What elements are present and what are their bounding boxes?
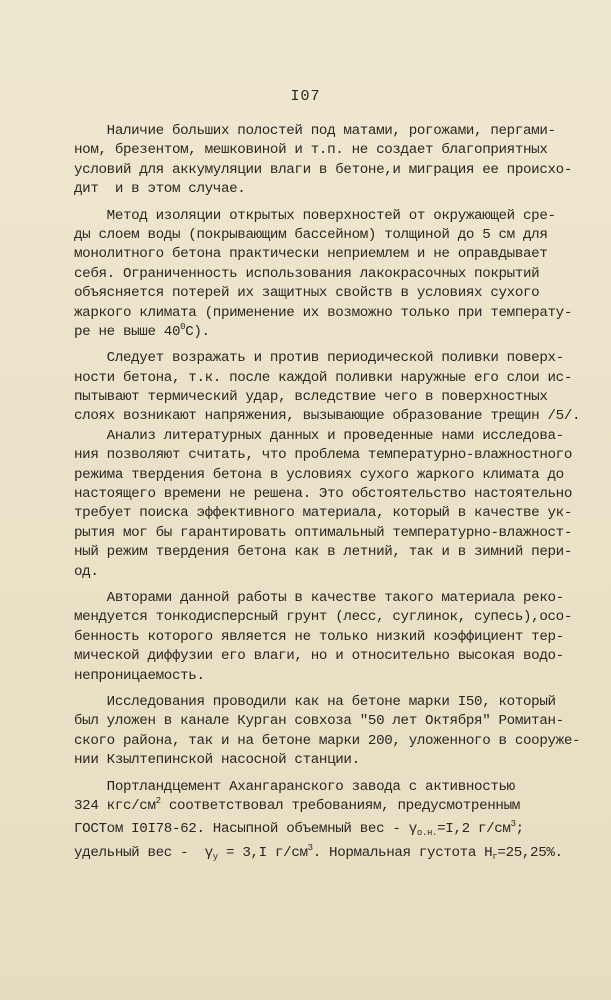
degree-superscript: 0 [180, 321, 186, 332]
text-line: режима твердения бетона в условиях сухого жаркого климата до [74, 466, 564, 483]
cube-superscript: 3 [307, 842, 313, 853]
text-line: ского района, так и на бетоне марки 200, уложенного в сооруже- [74, 732, 581, 749]
text-line: рытия мог бы гарантировать оптимальный температурно-влажност- [74, 524, 572, 541]
density-subscript: г [492, 851, 498, 862]
normal-density-value: =25,25%. [497, 844, 563, 861]
cube-superscript: 3 [510, 819, 516, 830]
text-line: монолитного бетона практически неприемлем и не оправдывает [74, 246, 548, 263]
bulk-density-tail: ; [515, 821, 524, 838]
page-number: I07 [290, 88, 321, 105]
text-line: Портландцемент Ахангаранского завода с активностью [74, 778, 515, 795]
gamma-subscript: о.н. [416, 828, 438, 839]
text-line: ности бетона, т.к. после каждой поливки наружные его слои ис- [74, 369, 572, 386]
text-line: Исследования проводили как на бетоне марки I50, который [74, 693, 556, 710]
temperature-unit: С). [185, 323, 210, 340]
text-line: Метод изоляции открытых поверхностей от окружающей сре- [74, 207, 556, 224]
text-line: дит и в этом случае. [74, 181, 246, 198]
text-line: нии Кзылтепинской насосной станции. [74, 752, 360, 769]
activity-text: 324 кгс/см [74, 797, 156, 814]
text-line: ды слоем воды (покрывающим бассейном) толщиной до 5 см для [74, 226, 548, 243]
square-superscript: 2 [155, 795, 161, 806]
text-line: жаркого климата (применение их возможно только при температу- [74, 304, 572, 321]
text-line: Авторами данной работы в качестве такого материала реко- [74, 589, 564, 606]
text-line: Наличие больших полостей под матами, рогожами, пергами- [74, 123, 556, 139]
text-line: требует поиска эффективного материала, который в качестве ук- [74, 505, 572, 522]
text-line: объясняется потерей их защитных свойств в условиях сухого [74, 285, 540, 302]
gamma-subscript: у [212, 851, 218, 862]
text-line: бенность которого является не только низкий коэффициент тер- [74, 628, 564, 645]
text-line: мической диффузии его влаги, но и относительно высокая водо- [74, 648, 564, 665]
text-line: од. [74, 563, 99, 580]
text-line: был уложен в канале Курган совхоза "50 лет Октября" Ромитан- [74, 713, 564, 730]
gamma-symbol: γ [204, 844, 213, 861]
specific-weight-value: = 3,I г/см [217, 844, 308, 861]
text-line: условий для аккумуляции влаги в бетоне,и миграция ее происхо- [74, 161, 572, 178]
text-line: ния позволяют считать, что проблема температурно-влажностного [74, 447, 572, 464]
text-line: слоях возникают напряжения, вызывающие образование трещин /5/. [74, 408, 581, 425]
text-line: себя. Ограниченность использования лакокрасочных покрытий [74, 265, 540, 282]
text-line-activity [74, 797, 566, 816]
bulk-density-text: ГОСТом I0I78-62. Насыпной объемный вес - [74, 821, 409, 838]
gamma-symbol: γ [408, 821, 417, 838]
text-line: мендуется тонкодисперсный грунт (лесс, суглинок, супесь),осо- [74, 609, 572, 626]
text-line: пытывают термический удар, вследствие чего в поверхностных [74, 389, 548, 406]
activity-tail: соответствовал требованиям, предусмотренным [160, 797, 520, 814]
body-text [74, 122, 581, 863]
text-line: непроницаемость. [74, 667, 205, 684]
text-line-temperature [74, 323, 566, 342]
text-line: ном, брезентом, мешковиной и т.п. не создает благоприятных [74, 142, 548, 159]
normal-density-text: . Нормальная густота Н [312, 844, 493, 861]
text-line-bulk-density [74, 820, 566, 839]
text-line: настоящего времени не решена. Это обстоятельство настоятельно [74, 486, 572, 503]
text-line: Анализ литературных данных и проведенные нами исследова- [74, 427, 564, 444]
text-line-specific-weight [74, 844, 566, 863]
text-line: Следует возражать и против периодической поливки поверх- [74, 350, 564, 367]
bulk-density-value: =I,2 г/см [437, 821, 511, 838]
specific-weight-text: удельный вес - [74, 844, 205, 861]
text-line: ный режим твердения бетона как в летний, так и в зимний пери- [74, 544, 572, 561]
temperature-text: ре не выше 40 [74, 323, 181, 340]
